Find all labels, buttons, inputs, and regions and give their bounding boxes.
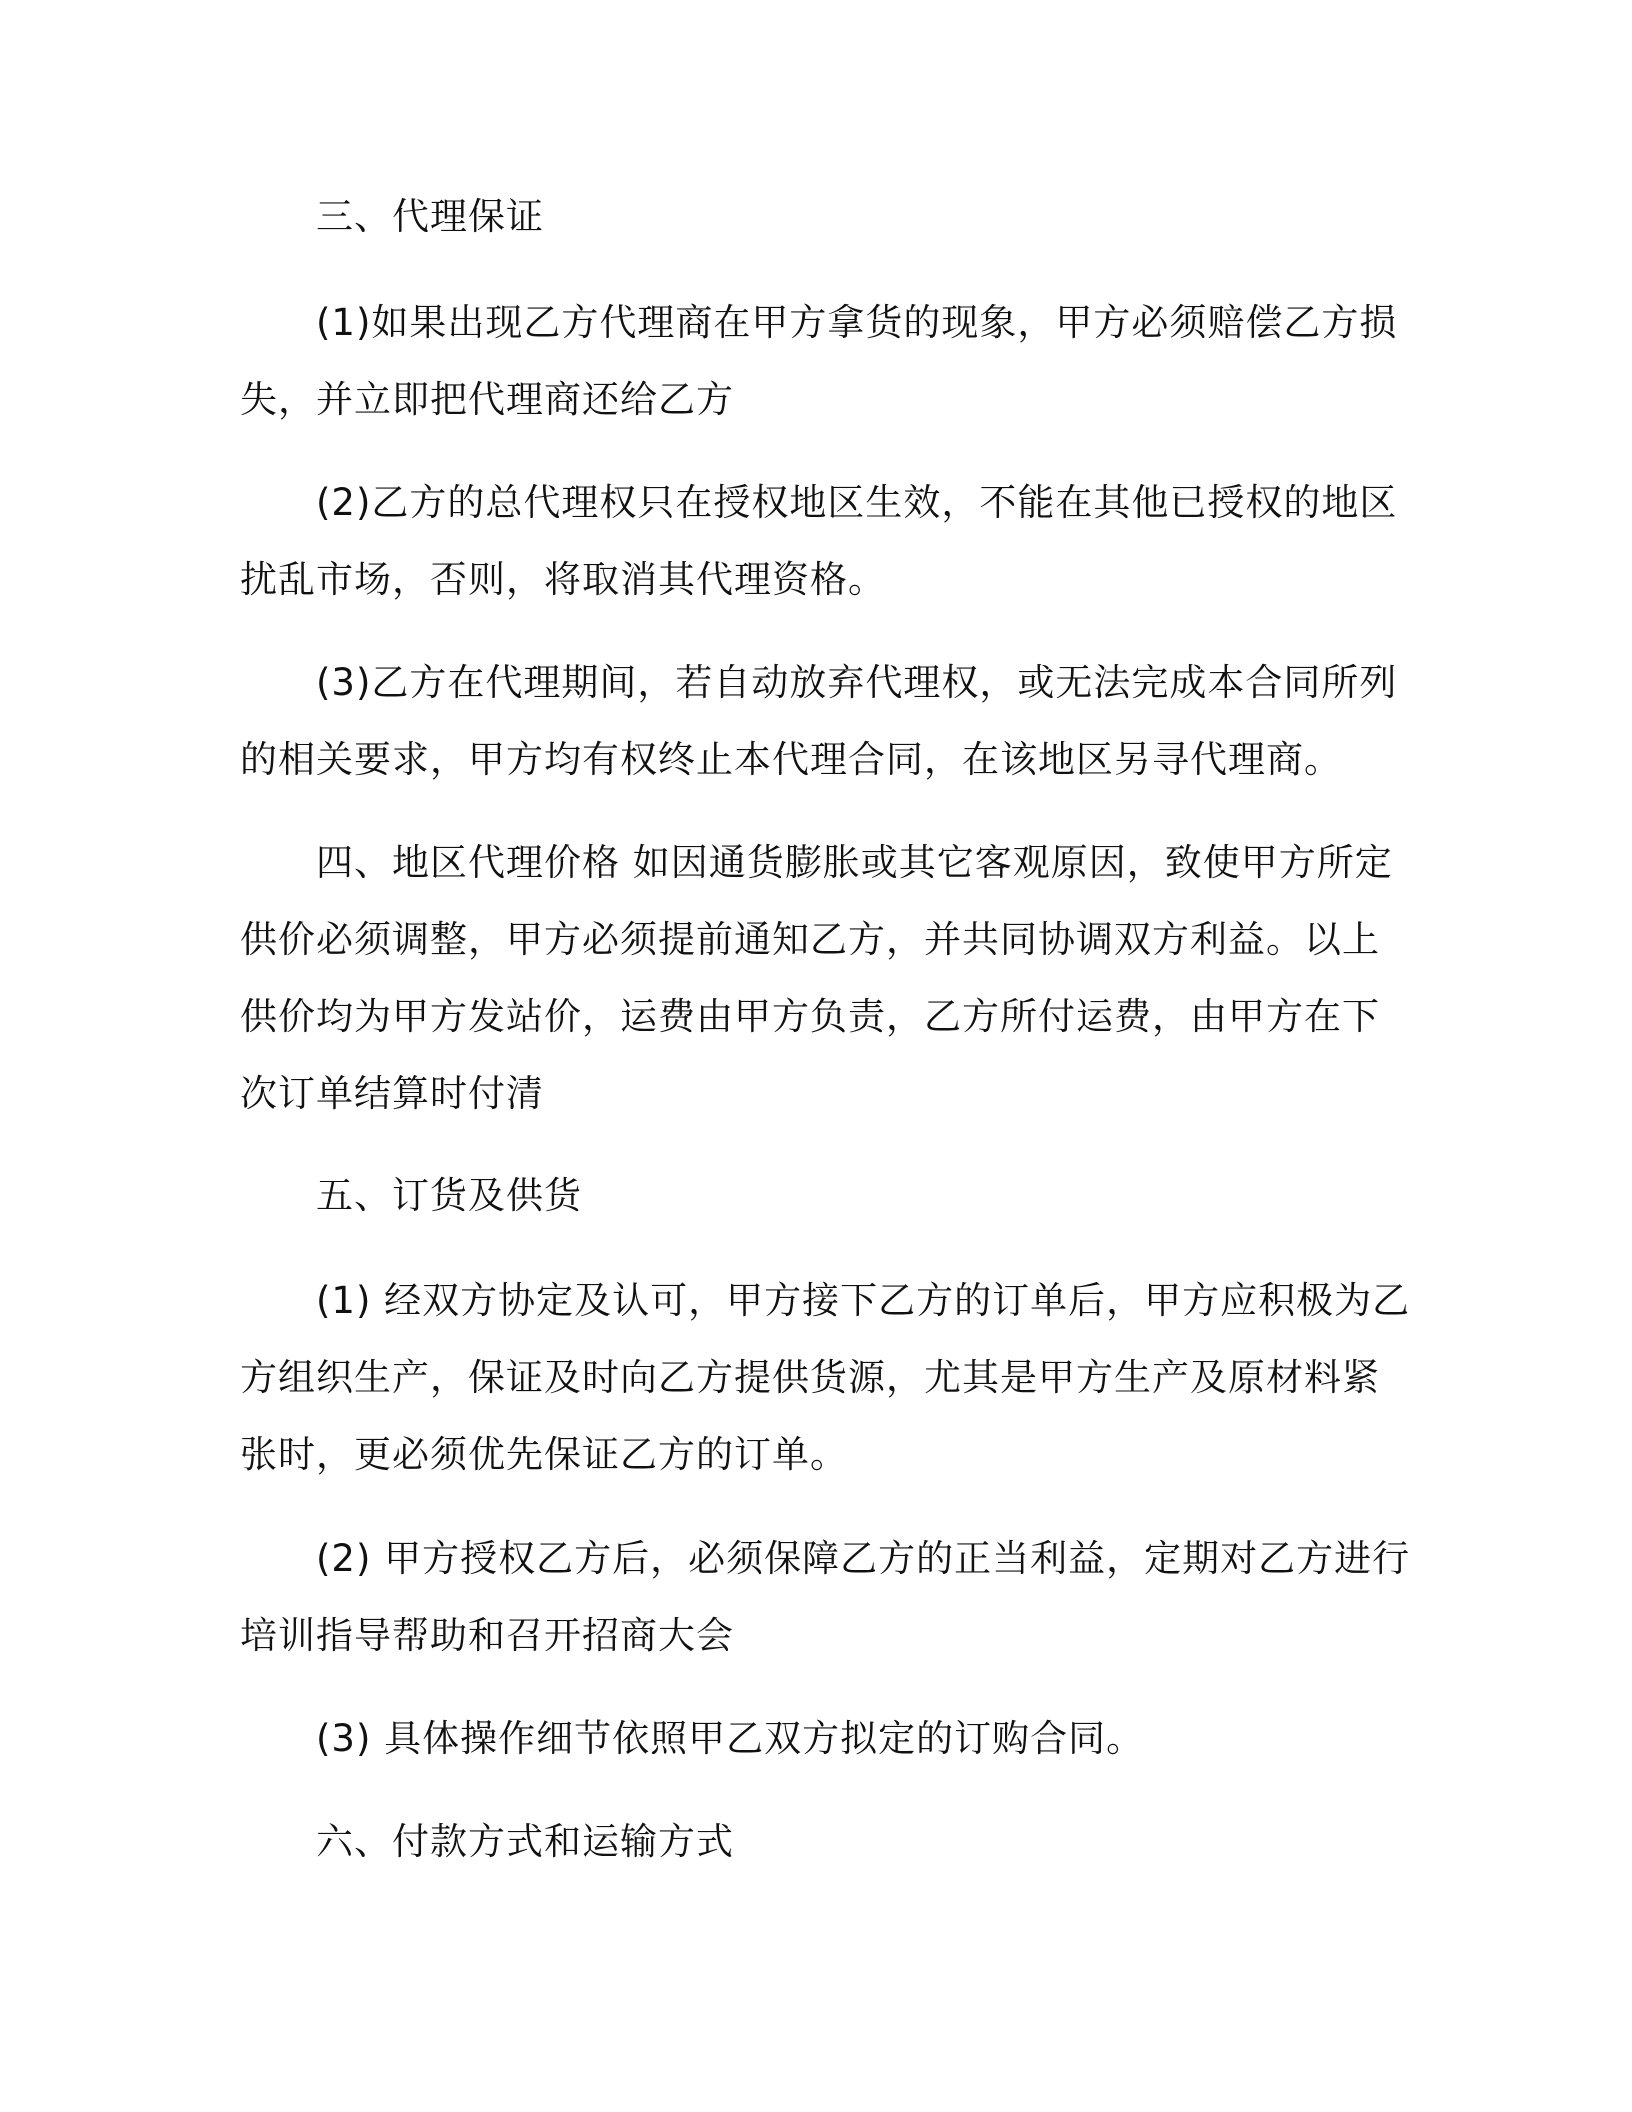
heading-payment-transport bbox=[240, 1803, 1380, 1880]
text-line: (1)如果出现乙方代理商在甲方拿货的现象，甲方必须赔偿乙方损 bbox=[316, 301, 1398, 344]
text-line: 的相关要求，甲方均有权终止本代理合同，在该地区另寻代理商。 bbox=[240, 738, 1342, 781]
text-line: 五、订货及供货 bbox=[316, 1174, 582, 1217]
paragraph-guarantee-1 bbox=[240, 284, 1398, 438]
text-line: 供价均为甲方发站价，运费由甲方负责，乙方所付运费，由甲方在下 bbox=[240, 995, 1380, 1038]
paragraph-regional-price bbox=[240, 824, 1393, 1132]
text-line: (2)乙方的总代理权只在授权地区生效，不能在其他已授权的地区 bbox=[316, 481, 1398, 524]
paragraph-guarantee-2 bbox=[240, 464, 1398, 618]
text-line: (3)乙方在代理期间，若自动放弃代理权，或无法完成本合同所列 bbox=[316, 661, 1398, 704]
paragraph-supply-1 bbox=[240, 1262, 1411, 1493]
text-line: 张时，更必须优先保证乙方的订单。 bbox=[240, 1433, 848, 1476]
text-line: 供价必须调整，甲方必须提前通知乙方，并共同协调双方利益。以上 bbox=[240, 918, 1380, 961]
paragraph-supply-2 bbox=[240, 1520, 1411, 1674]
text-line: 失，并立即把代理商还给乙方 bbox=[240, 378, 734, 421]
text-line: (2) 甲方授权乙方后，必须保障乙方的正当利益，定期对乙方进行 bbox=[316, 1537, 1411, 1580]
text-line: 四、地区代理价格 如因通货膨胀或其它客观原因，致使甲方所定 bbox=[316, 841, 1393, 884]
paragraph-guarantee-3 bbox=[240, 644, 1398, 798]
text-line: (1) 经双方协定及认可，甲方接下乙方的订单后，甲方应积极为乙 bbox=[316, 1279, 1411, 1322]
text-line: 三、代理保证 bbox=[316, 195, 544, 238]
text-line: 培训指导帮助和召开招商大会 bbox=[240, 1614, 734, 1657]
heading-agency-guarantee bbox=[240, 178, 1380, 255]
paragraph-supply-3 bbox=[240, 1700, 1380, 1777]
heading-ordering-supply bbox=[240, 1157, 1380, 1234]
text-line: 方组织生产，保证及时向乙方提供货源，尤其是甲方生产及原材料紧 bbox=[240, 1356, 1380, 1399]
text-line: 次订单结算时付清 bbox=[240, 1072, 544, 1115]
text-line: 六、付款方式和运输方式 bbox=[316, 1820, 734, 1863]
text-line: 扰乱市场，否则，将取消其代理资格。 bbox=[240, 558, 886, 601]
text-line: (3) 具体操作细节依照甲乙双方拟定的订购合同。 bbox=[316, 1717, 1145, 1760]
